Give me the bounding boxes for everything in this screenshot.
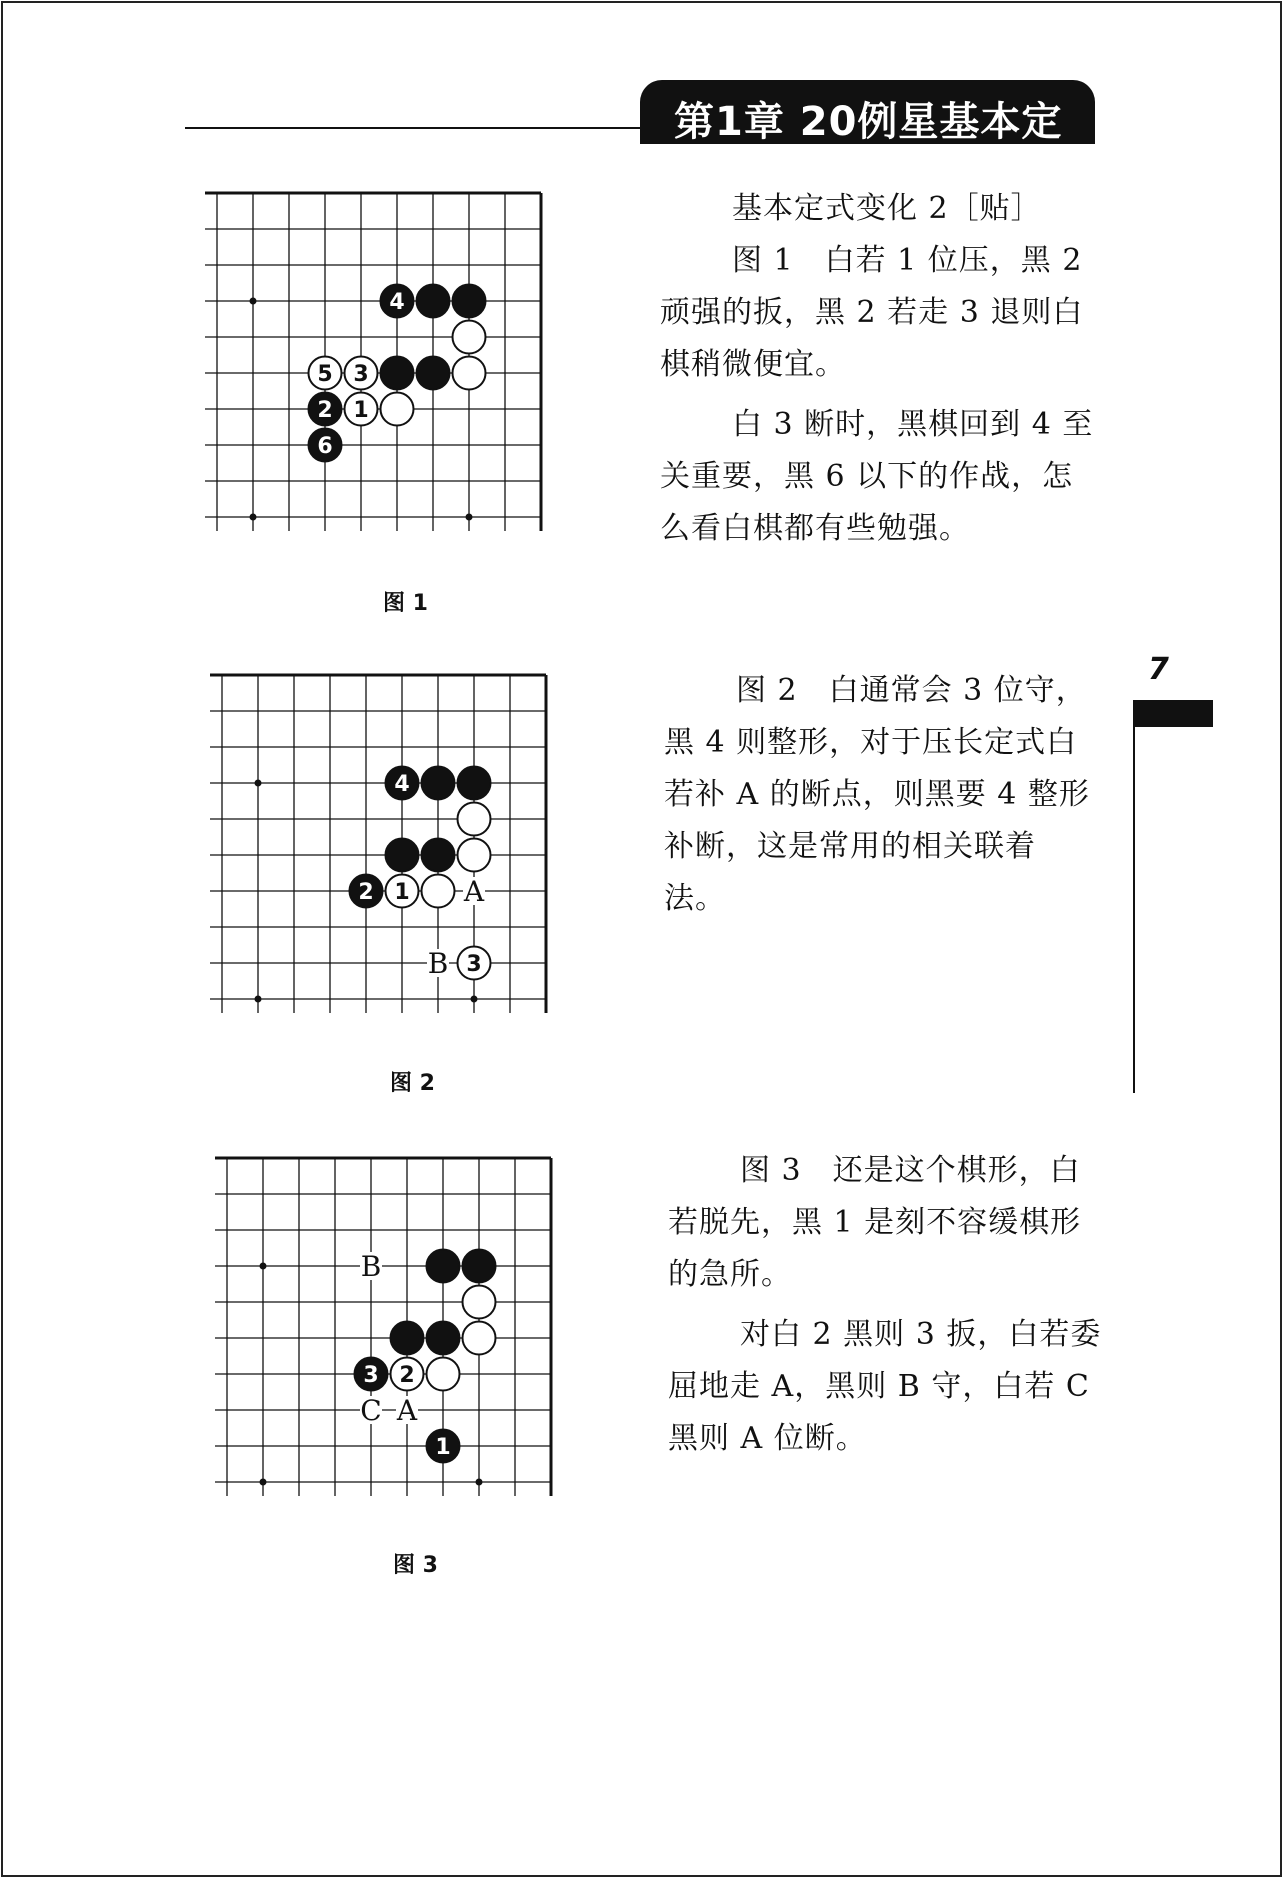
letter-marker: B [427,947,449,980]
text-line: 屈地走 A，黑则 B 守，白若 C [668,1369,1090,1404]
stone-number: 1 [435,1435,451,1460]
stone-number: 5 [317,362,333,387]
black-stone [422,767,455,800]
text-line: 黑 4 则整形，对于压长定式白 [664,725,1078,760]
star-point [260,1263,267,1270]
black-stone [386,839,419,872]
white-stone [427,1358,460,1391]
letter-marker: B [360,1250,382,1283]
go-board-figure-2 [210,667,600,1047]
text-line: 对白 2 黑则 3 扳，白若委 [740,1317,1102,1352]
side-tab [1133,700,1213,727]
text-line: 关重要，黑 6 以下的作战，怎 [660,459,1074,494]
stone-number: 3 [353,362,369,387]
black-stone [453,285,486,318]
go-board-figure-1 [205,185,595,565]
letter-marker: A [396,1394,418,1427]
text-line: 若脱先，黑 1 是刻不容缓棋形 [668,1205,1082,1240]
black-stone [417,357,450,390]
chapter-title: 第1章 20例星基本定式 [674,99,1063,202]
side-rule [1133,700,1135,1093]
stone-number: 1 [394,880,410,905]
black-stone [427,1250,460,1283]
stone-number: 4 [389,290,405,315]
white-stone [453,321,486,354]
black-stone [422,839,455,872]
text-line: 黑则 A 位断。 [668,1421,867,1456]
stone-number: 6 [317,434,333,459]
white-stone [463,1286,496,1319]
text-line: 法。 [664,881,726,916]
white-stone [422,875,455,908]
text-line: 图 1 白若 1 位压，黑 2 [732,243,1083,278]
star-point [466,514,473,521]
stone-number: 2 [358,880,374,905]
figure-2-caption: 图 2 [390,1071,435,1096]
figure-3-caption: 图 3 [393,1553,438,1578]
text-line: 的急所。 [668,1257,792,1292]
figure-1-caption: 图 1 [383,591,428,616]
star-point [471,996,478,1003]
stone-number: 4 [394,772,410,797]
black-stone [417,285,450,318]
black-stone [427,1322,460,1355]
white-stone [453,357,486,390]
letter-marker: A [463,875,485,908]
star-point [255,996,262,1003]
text-line: 若补 A 的断点，则黑要 4 整形 [664,777,1090,812]
text-line: 白 3 断时，黑棋回到 4 至 [732,407,1094,442]
star-point [250,298,257,305]
black-stone [391,1322,424,1355]
stone-number: 3 [363,1363,379,1388]
star-point [476,1479,483,1486]
star-point [260,1479,267,1486]
text-line: 补断，这是常用的相关联着 [664,829,1036,864]
white-stone [463,1322,496,1355]
section-heading: 基本定式变化 2［贴］ [732,191,1042,226]
text-line: 棋稍微便宜。 [660,347,846,382]
black-stone [458,767,491,800]
page-number: 7 [1148,652,1169,687]
star-point [255,780,262,787]
header-rule [185,127,655,129]
text-line: 图 3 还是这个棋形，白 [740,1153,1081,1188]
text-line: 图 2 白通常会 3 位守， [736,673,1087,708]
go-board-figure-3 [215,1150,605,1530]
text-block-2 [664,665,1124,925]
star-point [250,514,257,521]
stone-number: 2 [317,398,333,423]
stone-number: 1 [353,398,369,423]
text-line: 顽强的扳，黑 2 若走 3 退则白 [660,295,1084,330]
text-block-1 [660,183,1120,555]
chapter-header [640,80,1095,202]
white-stone [381,393,414,426]
stone-number: 3 [466,952,482,977]
text-block-3 [668,1145,1128,1465]
text-line: 么看白棋都有些勉强。 [660,511,970,546]
letter-marker: C [360,1394,382,1427]
black-stone [463,1250,496,1283]
black-stone [381,357,414,390]
white-stone [458,803,491,836]
stone-number: 2 [399,1363,415,1388]
white-stone [458,839,491,872]
